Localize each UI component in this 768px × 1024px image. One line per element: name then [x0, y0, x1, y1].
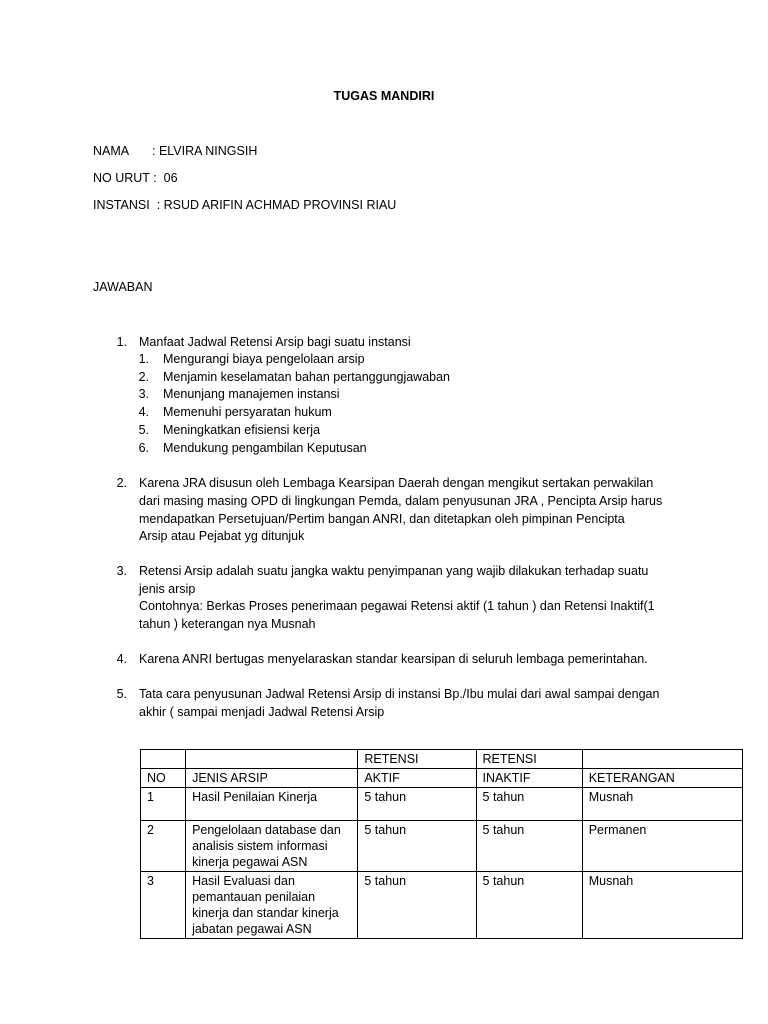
sub-item-number: 5.: [138, 423, 149, 437]
table-header-row: [141, 750, 743, 769]
instansi-row: [93, 197, 396, 214]
nama-value: : ELVIRA NINGSIH: [152, 144, 258, 158]
no-urut-row: [93, 170, 178, 187]
table-cell: Hasil Penilaian Kinerja: [186, 788, 358, 821]
answer-5-line: Tata cara penyusunan Jadwal Retensi Arsip di instansi Bp./Ibu mulai dari awal sampai dengan: [139, 687, 660, 701]
answer-5-number: 5.: [116, 687, 127, 701]
instansi-value: : RSUD ARIFIN ACHMAD PROVINSI RIAU: [156, 198, 397, 212]
sub-item-number: 1.: [138, 352, 149, 366]
table-cell: Permanen: [582, 821, 742, 872]
table-header-cell: [186, 750, 358, 769]
no-urut-label: NO URUT :: [93, 171, 157, 185]
document-title: TUGAS MANDIRI: [333, 89, 435, 103]
answer-3-line: Contohnya: Berkas Proses penerimaan pegawai Retensi aktif (1 tahun ) dan Retensi Inaktif(1: [139, 599, 655, 613]
table-cell: 1: [141, 788, 186, 821]
table-cell: 5 tahun: [476, 872, 582, 939]
retention-schedule-table: [140, 749, 743, 939]
sub-item-text: Mengurangi biaya pengelolaan arsip: [163, 352, 365, 366]
answer-2-line: Karena JRA disusun oleh Lembaga Kearsipan Daerah dengan mengikut sertakan perwakilan: [139, 476, 654, 490]
sub-item-number: 2.: [138, 370, 149, 384]
table-cell: Musnah: [582, 872, 742, 939]
answer-4-line: Karena ANRI bertugas menyelaraskan standar kearsipan di seluruh lembaga pemerintahan.: [139, 652, 648, 666]
nama-row: [93, 143, 258, 160]
sub-item-text: Meningkatkan efisiensi kerja: [163, 423, 321, 437]
jawaban-heading: JAWABAN: [93, 280, 153, 294]
sub-item-number: 6.: [138, 441, 149, 455]
table-row: [141, 788, 743, 821]
table-cell: Musnah: [582, 788, 742, 821]
table-row: [141, 872, 743, 939]
answer-3-line: jenis arsip: [139, 582, 196, 596]
table-header-cell: INAKTIF: [476, 769, 582, 788]
answer-3-number: 3.: [116, 564, 127, 578]
table-header-cell: RETENSI: [358, 750, 476, 769]
no-urut-value: 06: [163, 171, 178, 185]
table-header-cell: RETENSI: [476, 750, 582, 769]
instansi-label: INSTANSI: [93, 198, 150, 212]
sub-item-text: Mendukung pengambilan Keputusan: [163, 441, 367, 455]
answer-1-number: 1.: [116, 335, 127, 349]
table-header-cell: AKTIF: [358, 769, 476, 788]
sub-item-text: Menjamin keselamatan bahan pertanggungjawaban: [163, 370, 451, 384]
nama-label: NAMA: [93, 144, 130, 158]
sub-item-text: Memenuhi persyaratan hukum: [163, 405, 332, 419]
table-header-cell: KETERANGAN: [582, 769, 742, 788]
table-header-cell: [141, 750, 186, 769]
sub-item-text: Menunjang manajemen instansi: [163, 387, 340, 401]
answer-2-line: dari masing masing OPD di lingkungan Pemda, dalam penyusunan JRA , Pencipta Arsip harus: [139, 494, 663, 508]
answer-2-number: 2.: [116, 476, 127, 490]
table-cell: 5 tahun: [358, 788, 476, 821]
answer-5-line: akhir ( sampai menjadi Jadwal Retensi Arsip: [139, 705, 385, 719]
answer-4-number: 4.: [116, 652, 127, 666]
answer-2-line: mendapatkan Persetujuan/Pertim bangan ANRI, dan ditetapkan oleh pimpinan Pencipta: [139, 512, 625, 526]
table-header-cell: [582, 750, 742, 769]
answer-1-text: Manfaat Jadwal Retensi Arsip bagi suatu instansi: [139, 335, 411, 349]
table-cell: 5 tahun: [358, 872, 476, 939]
table-cell: 2: [141, 821, 186, 872]
answer-2-line: Arsip atau Pejabat yg ditunjuk: [139, 529, 305, 543]
table-cell: 5 tahun: [358, 821, 476, 872]
table-header-cell: JENIS ARSIP: [186, 769, 358, 788]
table-cell: 5 tahun: [476, 821, 582, 872]
table-header-cell: NO: [141, 769, 186, 788]
answer-3-line: Retensi Arsip adalah suatu jangka waktu penyimpanan yang wajib dilakukan terhadap suatu: [139, 564, 649, 578]
table-cell: Pengelolaan database dan analisis sistem informasi kinerja pegawai ASN: [186, 821, 358, 872]
table-cell: Hasil Evaluasi dan pemantauan penilaian kinerja dan standar kinerja jabatan pegawai ASN: [186, 872, 358, 939]
sub-item-number: 4.: [138, 405, 149, 419]
sub-item-number: 3.: [138, 387, 149, 401]
table-header-row: [141, 769, 743, 788]
table-cell: 5 tahun: [476, 788, 582, 821]
table-cell: 3: [141, 872, 186, 939]
answer-3-line: tahun ) keterangan nya Musnah: [139, 617, 316, 631]
table-row: [141, 821, 743, 872]
